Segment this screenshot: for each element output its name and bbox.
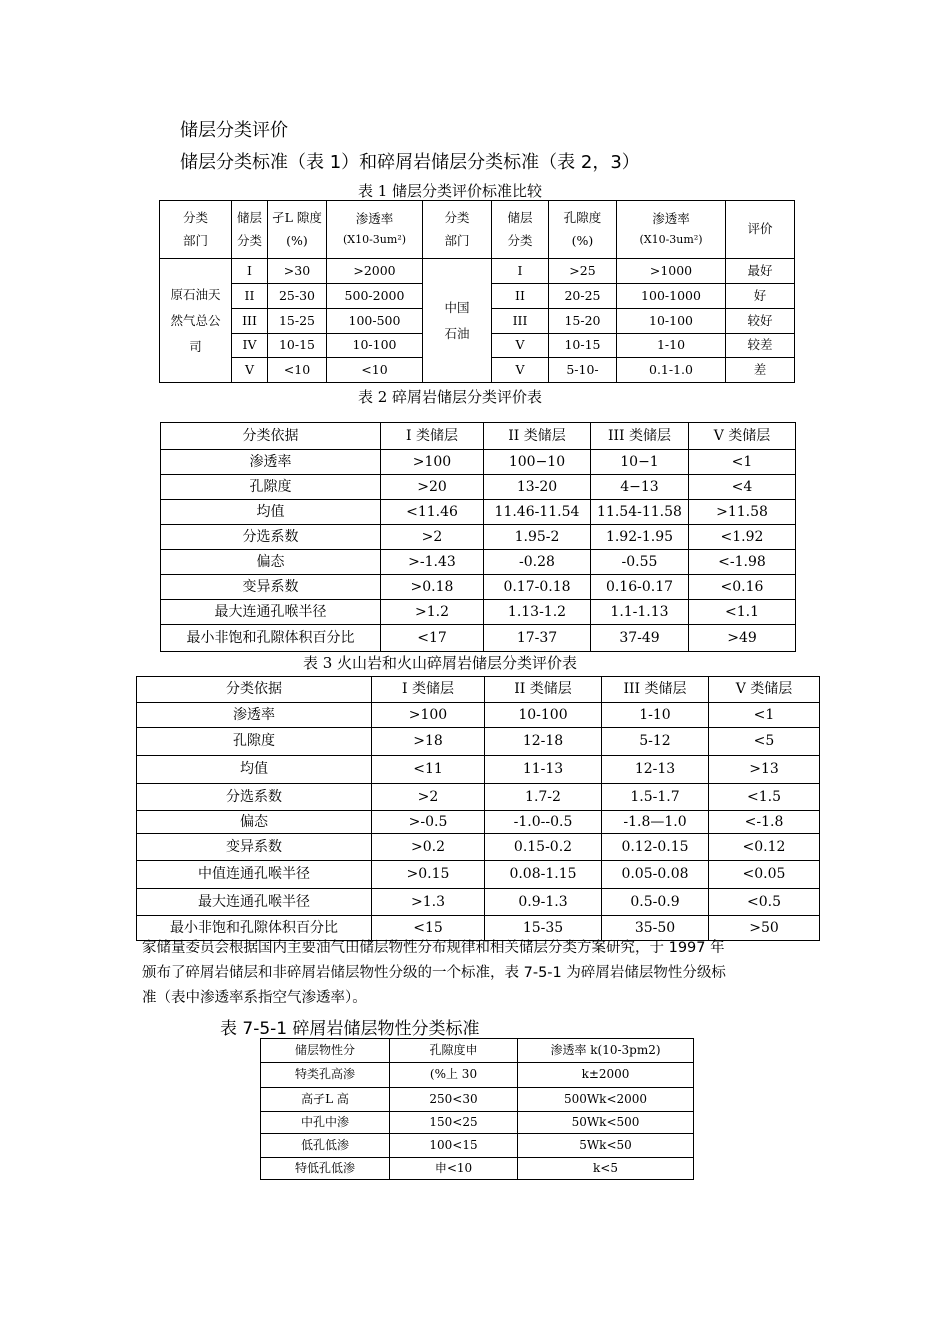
table2 [160,422,796,652]
cell: >2 [372,784,485,811]
cell: 0.15-0.2 [485,834,602,861]
cell: 12-13 [602,756,709,784]
table-row [137,889,820,916]
cell: II [232,284,268,309]
cell: 250<30 [390,1088,518,1112]
cell: <0.05 [709,861,820,889]
cell: 孔隙度 [161,475,381,500]
cell: 偏态 [137,811,372,834]
cell: >100 [372,703,485,728]
cell: 1.7-2 [485,784,602,811]
cell: 10-15 [549,334,617,358]
section-subheading: 储层分类标准（表 1）和碎屑岩储层分类标准（表 2，3） [180,152,640,173]
cell: 35-50 [602,916,709,941]
header-cell: 分类依据 [137,677,372,703]
cell: 150<25 [390,1112,518,1134]
cell: >0.2 [372,834,485,861]
cell: 中值连通孔喉半径 [137,861,372,889]
cell: 0.05-0.08 [602,861,709,889]
cell: 1.13-1.2 [484,600,591,625]
header-cell: 分类 部门 [423,201,492,259]
table3-caption: 表 3 火山岩和火山碎屑岩储层分类评价表 [302,654,578,672]
cell: 5-10- [549,358,617,383]
header-cell: 储层 分类 [492,201,549,259]
table-row [261,1158,694,1180]
cell: 均值 [137,756,372,784]
cell: 较差 [726,334,795,358]
cell: <1.5 [709,784,820,811]
cell: <11.46 [381,500,484,525]
cell: 15-35 [485,916,602,941]
dept-right-cell: 中国 石油 [423,259,492,383]
table-row [137,784,820,811]
cell: <0.16 [689,575,796,600]
body-paragraph [142,936,822,1011]
cell: 0.12-0.15 [602,834,709,861]
table-row [161,525,796,550]
cell: <1 [709,703,820,728]
cell: <0.5 [709,889,820,916]
cell: 1.95-2 [484,525,591,550]
cell: 12-18 [485,728,602,756]
cell: >1.2 [381,600,484,625]
table2-header-row [161,423,796,450]
table-row [137,861,820,889]
cell: 特类孔高渗 [261,1063,390,1088]
cell: >11.58 [689,500,796,525]
cell: >2000 [327,259,423,284]
cell: k±2000 [518,1063,694,1088]
header-cell: II 类储层 [484,423,591,450]
cell: >0.15 [372,861,485,889]
cell: 最大连通孔喉半径 [161,600,381,625]
cell: <5 [709,728,820,756]
cell: 0.17-0.18 [484,575,591,600]
cell: 25-30 [268,284,327,309]
cell: 5-12 [602,728,709,756]
cell: 0.5-0.9 [602,889,709,916]
cell: 分选系数 [137,784,372,811]
table-row [261,1088,694,1112]
table-row [161,550,796,575]
cell: 变异系数 [137,834,372,861]
cell: 100−10 [484,450,591,475]
cell: -1.8—1.0 [602,811,709,834]
table-row [261,1112,694,1134]
paragraph-line: 颁布了碎屑岩储层和非碎屑岩储层物性分级的一个标准，表 7-5-1 为碎屑岩储层物性分级标 [142,965,726,981]
table-row [161,475,796,500]
cell: 11.46-11.54 [484,500,591,525]
cell: 最大连通孔喉半径 [137,889,372,916]
cell: >2 [381,525,484,550]
cell: 1.5-1.7 [602,784,709,811]
table1 [159,200,795,383]
cell: >18 [372,728,485,756]
cell: 差 [726,358,795,383]
cell: II [492,284,549,309]
cell: <-1.8 [709,811,820,834]
cell: 0.16-0.17 [591,575,689,600]
table-row [161,625,796,652]
cell: 15-20 [549,309,617,334]
cell: >30 [268,259,327,284]
cell: <1.1 [689,600,796,625]
header-cell: II 类储层 [485,677,602,703]
table-row [161,575,796,600]
header-cell: 储层物性分 [261,1039,390,1063]
header-cell: V 类储层 [689,423,796,450]
header-cell: 孔隙度 (%) [549,201,617,259]
table3 [136,676,820,941]
paragraph-line: 家储量委员会根据国内主要油气田储层物性分布规律和相关储层分类方案研究，于 1997 年 [142,940,725,956]
cell: I [492,259,549,284]
cell: 孔隙度 [137,728,372,756]
cell: 1.92-1.95 [591,525,689,550]
cell: 1-10 [602,703,709,728]
cell: 10-100 [327,334,423,358]
cell: >20 [381,475,484,500]
cell: 申<10 [390,1158,518,1180]
table-row [261,1134,694,1158]
cell: >49 [689,625,796,652]
cell: -0.28 [484,550,591,575]
table-row [261,1063,694,1088]
cell: 50Wk<500 [518,1112,694,1134]
table-row [161,500,796,525]
cell: 特低孔低渗 [261,1158,390,1180]
cell: <15 [372,916,485,941]
cell: 5Wk<50 [518,1134,694,1158]
cell: <-1.98 [689,550,796,575]
cell: 15-25 [268,309,327,334]
cell: 37-49 [591,625,689,652]
cell: 0.9-1.3 [485,889,602,916]
cell: >0.18 [381,575,484,600]
cell: 最小非饱和孔隙体积百分比 [137,916,372,941]
cell: -1.0--0.5 [485,811,602,834]
cell: 1.1-1.13 [591,600,689,625]
cell: 均值 [161,500,381,525]
cell: 好 [726,284,795,309]
cell: V [232,358,268,383]
cell: >50 [709,916,820,941]
header-cell: 评价 [726,201,795,259]
table-row [137,811,820,834]
table-row [137,703,820,728]
cell: >-1.43 [381,550,484,575]
cell: 1-10 [617,334,726,358]
cell: 偏态 [161,550,381,575]
header-cell: 孔隙度申 [390,1039,518,1063]
cell: V [492,358,549,383]
cell: 4−13 [591,475,689,500]
cell: 低孔低渗 [261,1134,390,1158]
header-cell: I 类储层 [372,677,485,703]
cell: 10-15 [268,334,327,358]
header-cell: III 类储层 [602,677,709,703]
cell: 中孔中渗 [261,1112,390,1134]
cell: 0.08-1.15 [485,861,602,889]
cell: >13 [709,756,820,784]
section-heading: 储层分类评价 [180,120,288,141]
cell: 10-100 [485,703,602,728]
cell: <11 [372,756,485,784]
cell: >25 [549,259,617,284]
cell: IV [232,334,268,358]
cell: -0.55 [591,550,689,575]
header-cell: 渗透率 (X10-3um²) [617,201,726,259]
cell: V [492,334,549,358]
header-cell: III 类储层 [591,423,689,450]
cell: <1.92 [689,525,796,550]
cell: 500-2000 [327,284,423,309]
header-cell: V 类储层 [709,677,820,703]
cell: 20-25 [549,284,617,309]
table1-header-row [160,201,795,259]
cell: 100<15 [390,1134,518,1158]
cell: 分选系数 [161,525,381,550]
table4-header-row [261,1039,694,1063]
table-row [161,450,796,475]
cell: 较好 [726,309,795,334]
cell: 11.54-11.58 [591,500,689,525]
cell: 10-100 [617,309,726,334]
cell: 100-1000 [617,284,726,309]
cell: <4 [689,475,796,500]
cell: >100 [381,450,484,475]
header-cell: 渗透率 (X10-3um²) [327,201,423,259]
cell: 10−1 [591,450,689,475]
dept-left-cell: 原石油天 然气总公 司 [160,259,232,383]
header-cell: 分类依据 [161,423,381,450]
cell: III [232,309,268,334]
cell: 0.1-1.0 [617,358,726,383]
cell: <10 [268,358,327,383]
table-row [137,756,820,784]
cell: <10 [327,358,423,383]
table-row [137,728,820,756]
header-cell: 分类 部门 [160,201,232,259]
table1-caption: 表 1 储层分类评价标准比较 [357,182,543,200]
header-cell: 储层 分类 [232,201,268,259]
table-row [161,600,796,625]
cell: (%上 30 [390,1063,518,1088]
cell: >-0.5 [372,811,485,834]
cell: 最小非饱和孔隙体积百分比 [161,625,381,652]
cell: >1.3 [372,889,485,916]
table4 [260,1038,694,1180]
cell: <17 [381,625,484,652]
cell: 11-13 [485,756,602,784]
table2-caption: 表 2 碎屑岩储层分类评价表 [357,388,543,406]
cell: 变异系数 [161,575,381,600]
cell: >1000 [617,259,726,284]
cell: 高孑L 高 [261,1088,390,1112]
paragraph-line: 准（表中渗透率系指空气渗透率）。 [142,990,367,1006]
header-cell: 渗透率 k(10-3pm2) [518,1039,694,1063]
cell: I [232,259,268,284]
cell: k<5 [518,1158,694,1180]
cell: 500Wk<2000 [518,1088,694,1112]
cell: 100-500 [327,309,423,334]
cell: 17-37 [484,625,591,652]
cell: 最好 [726,259,795,284]
cell: 13-20 [484,475,591,500]
header-cell: 孑L 隙度 (%) [268,201,327,259]
table4-caption: 表 7-5-1 碎屑岩储层物性分类标准 [220,1019,480,1039]
table-row [160,259,795,284]
cell: 渗透率 [137,703,372,728]
table3-header-row [137,677,820,703]
cell: 渗透率 [161,450,381,475]
header-cell: I 类储层 [381,423,484,450]
cell: III [492,309,549,334]
cell: <0.12 [709,834,820,861]
cell: <1 [689,450,796,475]
table-row [137,834,820,861]
